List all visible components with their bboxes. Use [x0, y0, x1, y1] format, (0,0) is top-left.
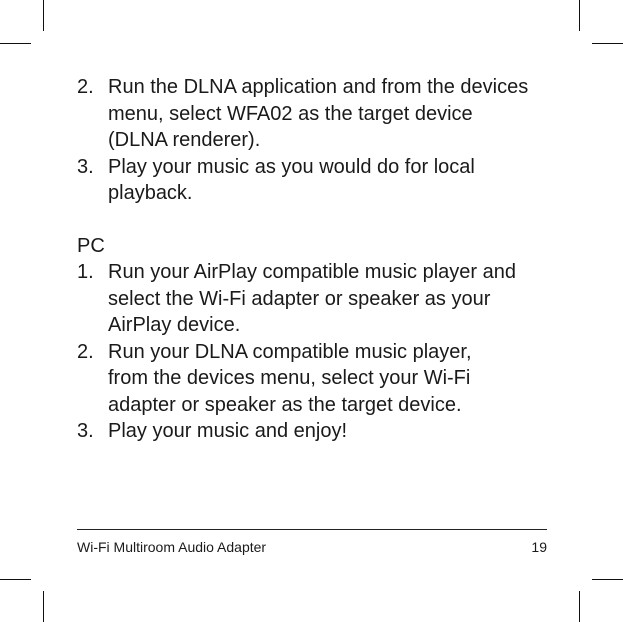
- text-line: Run your DLNA compatible music player,: [108, 340, 472, 363]
- page-content: [77, 74, 557, 445]
- footer-title: Wi-Fi Multiroom Audio Adapter: [77, 539, 267, 555]
- text-line: adapter or speaker as the target device.: [108, 393, 462, 416]
- list-item: [77, 339, 557, 419]
- crop-mark-bottom-left-horizontal: [0, 579, 31, 580]
- crop-mark-bottom-left-vertical: [43, 591, 44, 622]
- text-line: select the Wi-Fi adapter or speaker as your: [108, 287, 491, 310]
- text-line: menu, select WFA02 as the target device: [108, 102, 473, 125]
- text-line: from the devices menu, select your Wi-Fi: [108, 367, 471, 389]
- text-line: Play your music as you would do for local: [108, 155, 475, 178]
- crop-mark-bottom-right-vertical: [579, 591, 580, 622]
- crop-mark-top-right-vertical: [579, 0, 580, 31]
- text-line: Play your music and enjoy!: [108, 420, 348, 442]
- list-item-number: 3.: [77, 155, 94, 178]
- crop-mark-top-left-vertical: [43, 0, 44, 31]
- list-item: [77, 154, 557, 207]
- text-line: playback.: [108, 182, 193, 204]
- list-item-text: [108, 418, 557, 445]
- footer-divider: [77, 529, 547, 530]
- text-line: Run the DLNA application and from the devices: [108, 76, 529, 98]
- list-item: [77, 74, 557, 154]
- text-line: (DLNA renderer).: [108, 129, 261, 151]
- list-item-number: 2.: [77, 340, 94, 363]
- crop-mark-top-right-horizontal: [592, 43, 623, 44]
- list-item: [77, 259, 557, 339]
- list-item: [77, 418, 557, 445]
- section-heading: PC: [77, 234, 105, 257]
- list-item-number: 2.: [77, 76, 94, 98]
- page-number: 19: [531, 539, 547, 555]
- crop-mark-bottom-right-horizontal: [592, 579, 623, 580]
- list-item-text: [108, 74, 557, 154]
- list-item-number: 3.: [77, 420, 94, 442]
- list-item-number: 1.: [77, 261, 94, 283]
- list-item-text: [108, 339, 557, 419]
- list-item-text: [108, 259, 557, 339]
- list-item-text: [108, 154, 557, 207]
- text-line: Run your AirPlay compatible music player and: [108, 261, 516, 283]
- crop-mark-top-left-horizontal: [0, 43, 31, 44]
- section-spacer: [77, 207, 557, 233]
- text-line: AirPlay device.: [108, 314, 241, 336]
